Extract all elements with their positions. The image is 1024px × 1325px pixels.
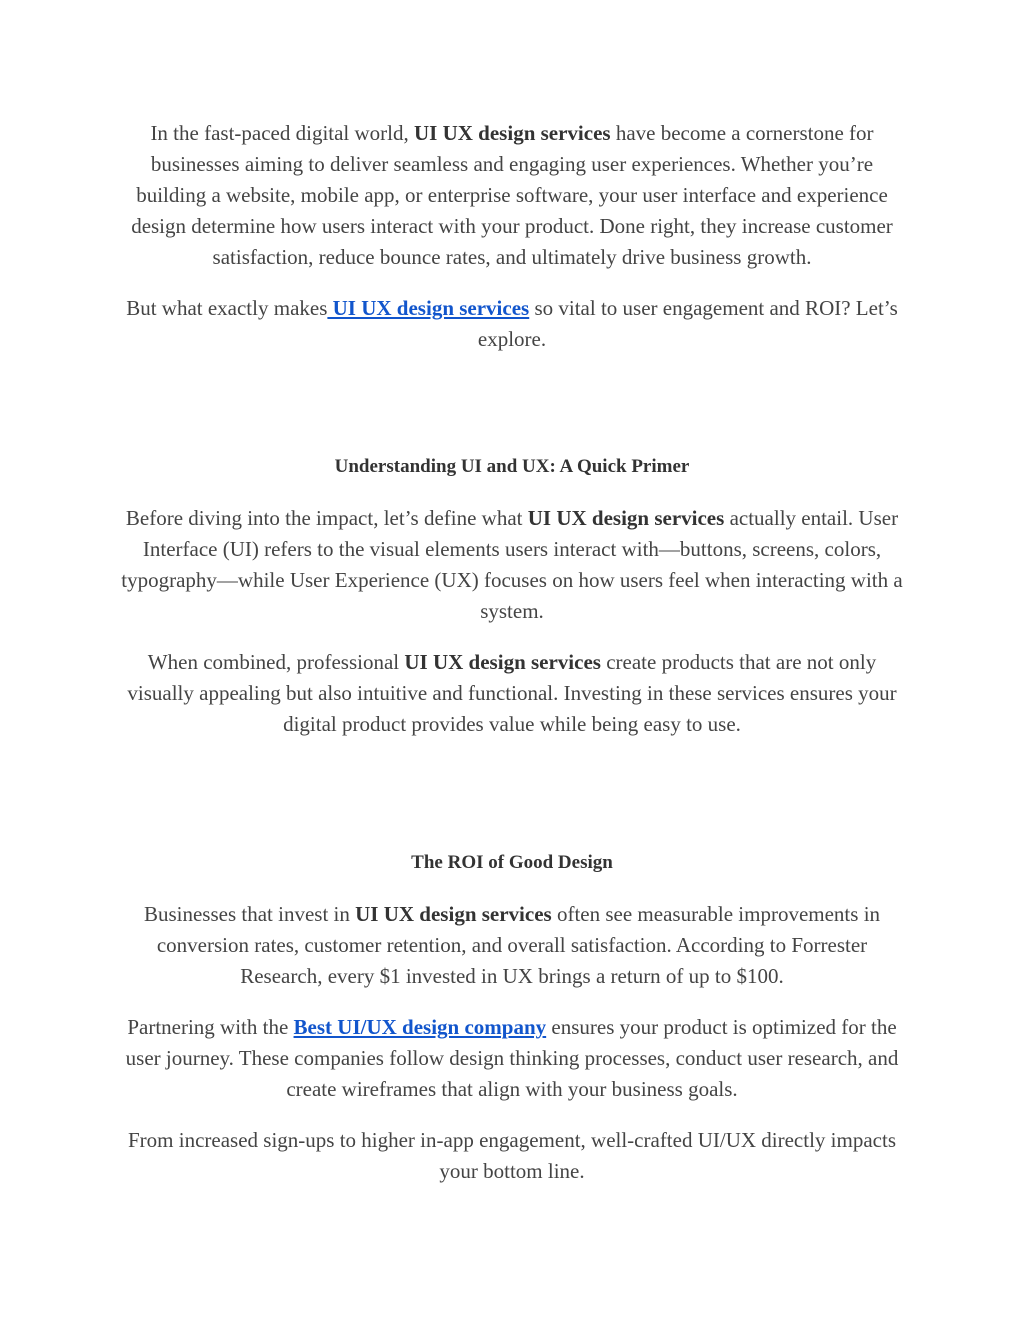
intro-paragraph-2 xyxy=(118,293,906,355)
intro-paragraph-1 xyxy=(118,118,906,273)
intro-p2-rest: so vital to user engagement and ROI? Let’s explore. xyxy=(477,296,898,351)
s2-p1-bold: UI UX design services xyxy=(355,902,552,926)
heading-spacer xyxy=(118,479,906,503)
ui-ux-design-services-link[interactable]: UI UX design services xyxy=(327,296,530,320)
s2-p2-lead: Partnering with the xyxy=(127,1015,294,1039)
s1-p2-bold: UI UX design services xyxy=(404,650,601,674)
intro-p2-lead: But what exactly makes xyxy=(126,296,328,320)
s2-p1-lead: Businesses that invest in xyxy=(143,902,356,926)
section2-paragraph-2 xyxy=(118,1012,906,1105)
s1-p2-lead: When combined, professional xyxy=(147,650,405,674)
document-page xyxy=(118,118,906,1207)
section2-paragraph-1 xyxy=(118,899,906,992)
section-spacer xyxy=(118,375,906,455)
section-spacer xyxy=(118,760,906,851)
section1-heading: Understanding UI and UX: A Quick Primer xyxy=(334,456,690,477)
intro-p1-rest: have become a cornerstone for businesses aiming to deliver seamless and engaging user experiences. Whether you’re building a website, mobile app, or enterprise software, your user interface and experience design determine how users interact with your product. Done right, they increase customer satisfaction, reduce bounce rates, and ultimately drive business growth. xyxy=(131,121,893,269)
s1-p1-rest: actually entail. User Interface (UI) refers to the visual elements users interact with—buttons, screens, colors, typography—while User Experience (UX) focuses on how users feel when interacting with a system. xyxy=(121,506,903,623)
intro-p1-bold: UI UX design services xyxy=(414,121,611,145)
s2-p2-rest: ensures your product is optimized for the user journey. These companies follow design thinking processes, conduct user research, and create wireframes that align with your business goals. xyxy=(125,1015,899,1101)
s1-p2-rest: create products that are not only visually appealing but also intuitive and functional. Investing in these services ensures your digital product provides value while being easy to use. xyxy=(127,650,897,736)
s2-p1-rest: often see measurable improvements in conversion rates, customer retention, and overall satisfaction. According to Forrester Research, every $1 invested in UX brings a return of up to $100. xyxy=(156,902,881,988)
section2-paragraph-3: From increased sign-ups to higher in-app engagement, well-crafted UI/UX directly impacts your bottom line. xyxy=(127,1128,896,1183)
section1-paragraph-1 xyxy=(118,503,906,627)
best-ui-ux-design-company-link[interactable]: Best UI/UX design company xyxy=(293,1015,547,1039)
section2-heading: The ROI of Good Design xyxy=(411,852,613,873)
s1-p1-lead: Before diving into the impact, let’s define what xyxy=(125,506,528,530)
intro-p1-lead: In the fast-paced digital world, xyxy=(150,121,415,145)
heading-spacer xyxy=(118,875,906,899)
s1-p1-bold: UI UX design services xyxy=(527,506,725,530)
section1-paragraph-2 xyxy=(118,647,906,740)
